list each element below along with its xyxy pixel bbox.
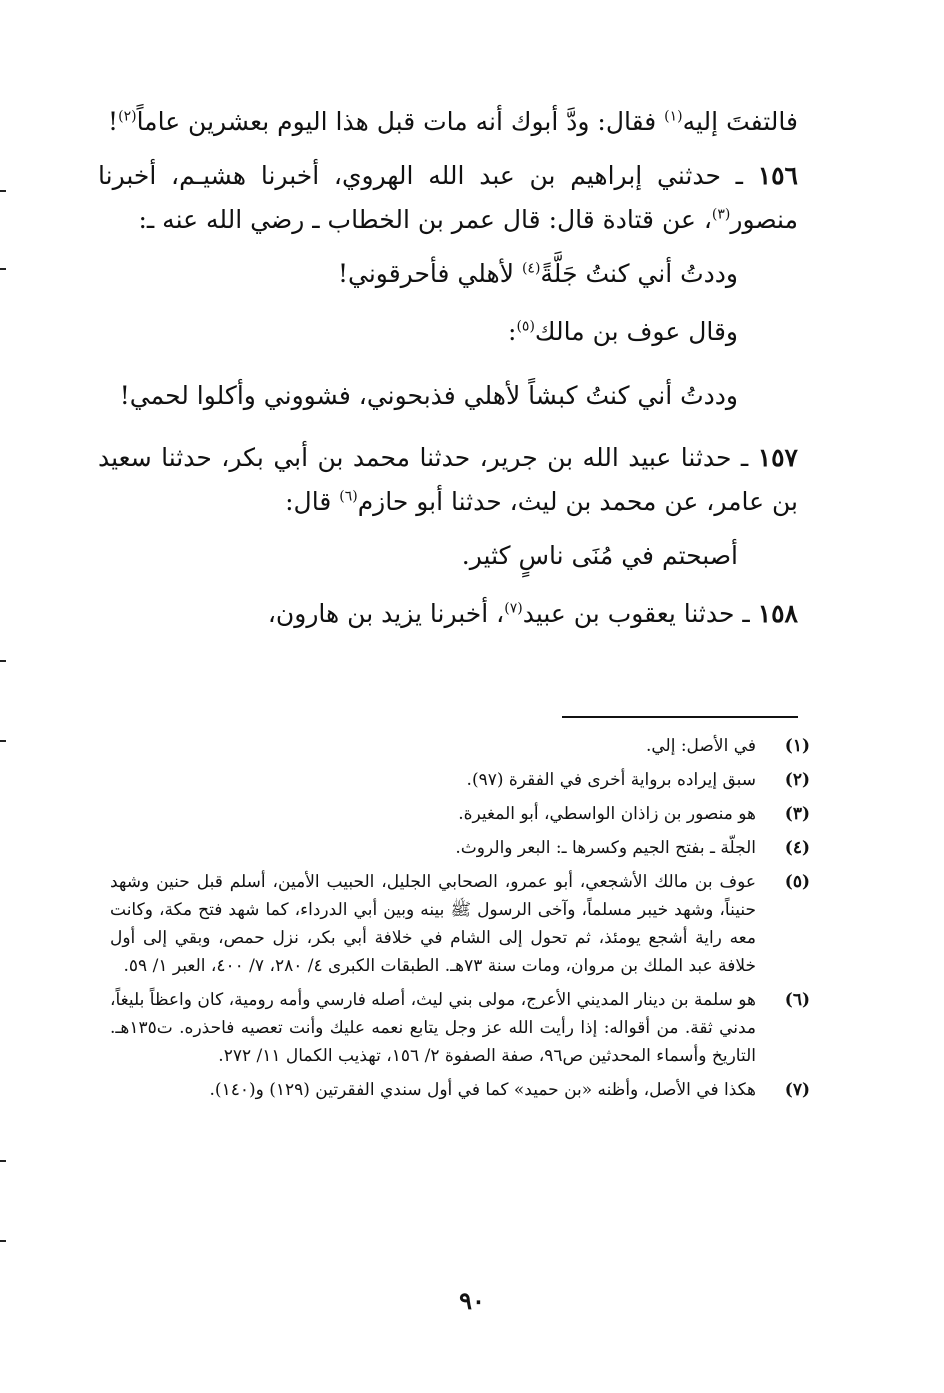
footnote <box>110 766 810 794</box>
main-text <box>98 100 798 646</box>
footnote-ref: (٣) <box>711 206 731 223</box>
quote-line-3: أصبحتم في مُنَى ناسٍ كثير. <box>461 541 738 570</box>
narrator-line: وقال عوف بن مالك$^{(٥)}$: <box>508 317 738 346</box>
scan-margin-mark <box>0 740 6 742</box>
page-number: ٩٠ <box>459 1286 485 1315</box>
footnotes <box>110 732 810 1110</box>
quote-line-1: وددتُ أني كنتُ جَلَّةً$^{(٤)}$ لأهلي فأحرقوني! <box>337 259 738 288</box>
footnote-ref: (٢) <box>118 108 137 125</box>
footnote-divider <box>562 716 798 718</box>
footnote <box>110 834 810 862</box>
footnote <box>110 732 810 760</box>
footnote-number: (٤) <box>784 838 810 858</box>
footnote-ref: (١) <box>664 108 683 125</box>
paragraph-157: ١٥٧ ـ حدثنا عبيد الله بن جرير، حدثنا محمد بن أبي بكر، حدثنا سعيد بن عامر، عن محمد بن ليث، حدثنا أبو حازم$^{(٦)}$ قال: <box>98 443 798 516</box>
quote-line-2: وددتُ أني كنتُ كبشاً لأهلي فذبحوني، فشووني وأكلوا لحمي! <box>119 381 738 410</box>
footnote-text: سبق إيراده برواية أخرى في الفقرة (٩٧). <box>466 770 756 790</box>
footnote-text: هكذا في الأصل، وأظنه «بن حميد» كما في أول سندي الفقرتين (١٢٩) و(١٤٠). <box>209 1080 756 1100</box>
scan-margin-mark <box>0 660 6 662</box>
footnote-text: الجلّة ـ بفتح الجيم وكسرها ـ: البعر والروث. <box>455 838 756 858</box>
footnote <box>110 1076 810 1104</box>
paragraph-158: ١٥٨ ـ حدثنا يعقوب بن عبيد$^{(٧)}$، أخبرنا يزيد بن هارون، <box>267 599 798 628</box>
footnote-number: (٥) <box>784 872 810 892</box>
footnote-ref: (٥) <box>516 318 535 335</box>
hadith-number: ١٥٦ <box>757 161 798 190</box>
hadith-number: ١٥٨ <box>757 599 798 628</box>
footnote <box>110 800 810 828</box>
footnote-ref: (٧) <box>504 600 523 617</box>
scan-margin-mark <box>0 1160 6 1162</box>
scan-margin-mark <box>0 1240 6 1242</box>
scan-margin-mark <box>0 268 6 270</box>
footnote-number: (٣) <box>784 804 810 824</box>
footnote-text: هو سلمة بن دينار المديني الأعرج، مولى بني ليث، أصله فارسي وأمه رومية، كان واعظاً بليغاً، مدني ثقة. من أقواله: إذا رأيت الله عز وجل يتابع نعمه عليك وأنت تعصيه فاحذره. ت١٣٥هـ. التاريخ وأسماء المحدثين ص٩٦، صفة الصفوة ٢/ ١٥٦، تهذيب الكمال ١١/ ٢٧٢. <box>110 990 756 1066</box>
footnote-ref: (٤) <box>521 260 541 277</box>
footnote-number: (٢) <box>784 770 810 790</box>
footnote-ref: (٦) <box>339 488 358 505</box>
footnote-number: (١) <box>784 736 810 756</box>
footnote <box>110 868 810 980</box>
scan-margin-mark <box>0 190 6 192</box>
footnote-number: (٧) <box>784 1080 810 1100</box>
footnote-text: في الأصل: إلي. <box>645 736 756 756</box>
footnote-text: هو منصور بن زاذان الواسطي، أبو المغيرة. <box>458 804 756 824</box>
footnote-text: عوف بن مالك الأشجعي، أبو عمرو، الصحابي الجليل، الحبيب الأمين، أسلم قبل حنين وشهد حنيناً، وشهد خيبر مسلماً، وآخى الرسول ﷺ بينه وبين أبي الدرداء، كما شهد فتح مكة، وكانت معه راية أشجع يومئذ، ثم تحول إلى الشام في خلافة أبي بكر، نزل حمص، وبقي إلى أول خلافة عبد الملك بن مروان، ومات سنة ٧٣هـ. الطبقات الكبرى ٤/ ٢٨٠، ٧/ ٤٠٠، العبر ١/ ٥٩. <box>110 872 756 976</box>
footnote <box>110 986 810 1070</box>
hadith-number: ١٥٧ <box>757 443 798 472</box>
paragraph-1: فالتفتَ إليه$^{(١)}$ فقال: ودَّ أبوك أنه مات قبل هذا اليوم بعشرين عاماً$^{(٢)}$! <box>108 107 798 136</box>
paragraph-156: ١٥٦ ـ حدثني إبراهيم بن عبد الله الهروي، أخبرنا هشيـم، أخبرنا منصور$^{(٣)}$، عن قتادة قال: قال عمر بن الخطاب ـ رضي الله عنه ـ: <box>98 161 798 234</box>
footnote-number: (٦) <box>784 990 810 1010</box>
